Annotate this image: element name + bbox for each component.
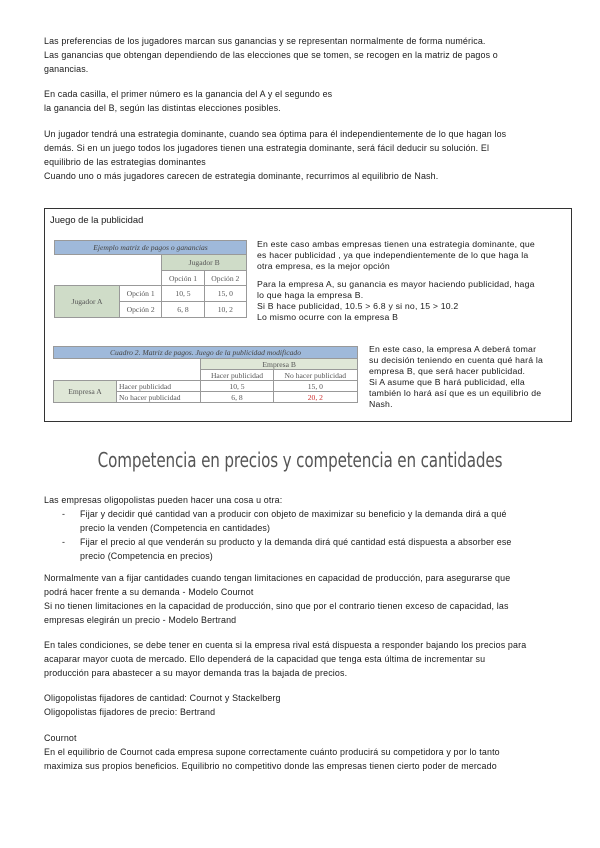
payoff-cell: 15, 0 — [204, 286, 246, 302]
text-line: Fijar y decidir qué cantidad van a producir con objeto de maximizar su beneficio y la demanda dirá a qué — [80, 509, 507, 519]
text-line: Las preferencias de los jugadores marcan sus ganancias y se representan normalmente de forma numérica. — [44, 36, 486, 46]
text-line: es hacer publicidad , ya que independientemente de lo que haga la — [257, 250, 529, 261]
col-header: Opción 2 — [204, 271, 246, 286]
text-line: Las empresas oligopolistas pueden hacer una cosa u otra: — [44, 495, 283, 505]
text-line: otra empresa, es la mejor opción — [257, 261, 390, 272]
body-paragraph-4 — [44, 571, 564, 627]
text-line: En tales condiciones, se debe tener en cuenta si la empresa rival está dispuesta a responder bajando los precios para — [44, 640, 527, 650]
list-item — [44, 535, 564, 563]
box-title: Juego de la publicidad — [50, 214, 144, 225]
text-line: acaparar mayor cuota de mercado. Ello dependerá de la capacidad que tenga esta última de incrementar su — [44, 654, 486, 664]
text-line: maximiza sus propios beneficios. Equilibrio no competitivo donde las empresas tienen cierto poder de mercado — [44, 761, 497, 771]
text-line: Si B hace publicidad, 10.5 > 6.8 y si no, 15 > 10.2 — [257, 301, 459, 312]
text-line: también lo hará así que es un equilibrio de — [369, 388, 542, 398]
text-line: Normalmente van a fijar cantidades cuando tengan limitaciones en capacidad de producción, para asegurarse que — [44, 573, 511, 583]
text-line: Cuando uno o más jugadores carecen de estrategia dominante, recurrimos al equilibrio de Nash. — [44, 171, 439, 181]
box-text-3 — [369, 344, 543, 410]
text-line: Oligopolistas fijadores de precio: Bertrand — [44, 707, 216, 717]
text-line: En este caso ambas empresas tienen una estrategia dominante, que — [257, 239, 535, 249]
text-line: Si no tienen limitaciones en la capacidad de producción, sino que por el contrario tienen exceso de capacidad, las — [44, 601, 509, 611]
body-paragraph-5 — [44, 638, 564, 680]
text-line: Cournot — [44, 733, 77, 743]
bullet-dash: - — [62, 537, 66, 547]
bullet-list — [44, 507, 564, 563]
text-line: Fijar el precio al que venderán su producto y la demanda dirá qué cantidad está dispuesta a absorber ese — [80, 537, 512, 547]
text-line: producción para abastecer a su mayor demanda tras la bajada de precios. — [44, 668, 348, 678]
payoff-cell: 6, 8 — [201, 392, 273, 403]
bullet-dash: - — [62, 509, 66, 519]
text-line: Las ganancias que obtengan dependiendo de las elecciones que se tomen, se recogen en la matriz de pagos o — [44, 50, 498, 60]
empty-cell — [54, 359, 201, 381]
text-line: Nash. — [369, 399, 393, 409]
body-lead — [44, 493, 564, 507]
text-line: demás. Si en un juego todos los jugadores tienen una estrategia dominante, será fácil deducir su solución. El — [44, 143, 490, 153]
intro-paragraph-1 — [44, 34, 564, 76]
empresa-a-label: Empresa A — [54, 381, 117, 403]
payoff-cell: 10, 2 — [204, 302, 246, 318]
list-item — [44, 507, 564, 535]
text-line: equilibrio de las estrategias dominantes — [44, 157, 206, 167]
text-line: podrá hacer frente a su demanda - Modelo Cournot — [44, 587, 254, 597]
col-header: No hacer publicidad — [273, 370, 357, 381]
text-line: la ganancia del B, según las distintas elecciones posibles. — [44, 103, 281, 113]
row-header: Opción 1 — [120, 286, 162, 302]
row-header: No hacer publicidad — [117, 392, 201, 403]
publicity-game-box — [44, 208, 572, 422]
text-line: lo que haga la empresa B. — [257, 289, 364, 300]
text-line: empresas elegirán un precio - Modelo Bertrand — [44, 615, 237, 625]
text-line: Si A asume que B hará publicidad, ella — [369, 377, 525, 387]
player-b-header: Jugador B — [162, 255, 247, 271]
section-heading: Competencia en precios y competencia en cantidades — [97, 448, 503, 472]
empresa-b-header: Empresa B — [201, 359, 358, 370]
table-title: Cuadro 2. Matriz de pagos. Juego de la publicidad modificado — [54, 347, 358, 359]
payoff-cell-highlight: 20, 2 — [273, 392, 357, 403]
intro-paragraph-2 — [44, 87, 564, 115]
body-paragraph-6 — [44, 691, 564, 719]
text-line: Oligopolistas fijadores de cantidad: Cournot y Stackelberg — [44, 693, 281, 703]
payoff-cell: 10, 5 — [201, 381, 273, 392]
body-paragraph-7 — [44, 731, 564, 773]
text-line: Lo mismo ocurre con la empresa B — [257, 312, 399, 323]
col-header: Hacer publicidad — [201, 370, 273, 381]
box-text-1 — [257, 239, 535, 323]
text-line: empresa B, que será hacer publicidad. — [369, 366, 526, 376]
empty-cell — [55, 255, 162, 286]
text-line: su decisión teniendo en cuenta qué hará la — [369, 355, 544, 365]
payoff-cell: 10, 5 — [162, 286, 204, 302]
row-header: Opción 2 — [120, 302, 162, 318]
text-line: En este caso, la empresa A deberá tomar — [369, 344, 537, 354]
player-a-label: Jugador A — [55, 286, 120, 318]
col-header: Opción 1 — [162, 271, 204, 286]
text-line: En el equilibrio de Cournot cada empresa supone correctamente cuánto producirá su competidora y por lo tanto — [44, 747, 500, 757]
row-header: Hacer publicidad — [117, 381, 201, 392]
payoff-cell: 15, 0 — [273, 381, 357, 392]
payoff-matrix-table-1 — [54, 240, 247, 318]
text-line: Un jugador tendrá una estrategia dominante, cuando sea óptima para él independientemente de lo que hagan los — [44, 129, 507, 139]
text-line: precio la venden (Competencia en cantidades) — [80, 523, 271, 533]
intro-paragraph-3 — [44, 127, 564, 183]
text-line: En cada casilla, el primer número es la ganancia del A y el segundo es — [44, 89, 333, 99]
payoff-matrix-table-2 — [53, 346, 358, 403]
table-title: Ejemplo matriz de pagos o ganancias — [55, 241, 247, 255]
text-line: Para la empresa A, su ganancia es mayor haciendo publicidad, haga — [257, 278, 535, 289]
text-line: precio (Competencia en precios) — [80, 551, 213, 561]
text-line: ganancias. — [44, 64, 89, 74]
payoff-cell: 6, 8 — [162, 302, 204, 318]
